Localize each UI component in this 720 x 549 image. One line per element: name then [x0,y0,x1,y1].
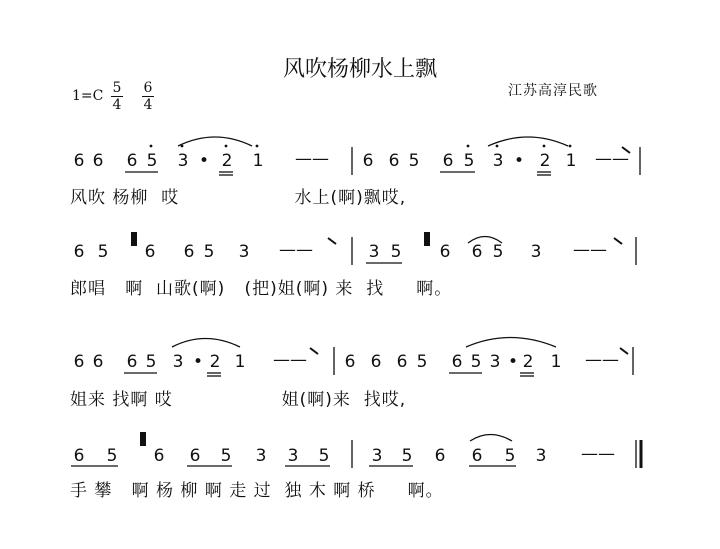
note: 5 [416,352,428,372]
note: 5 [220,446,232,466]
octave-dot [181,145,184,148]
note: 6 [396,352,408,372]
grace-note-mark [424,232,430,246]
grace-note-mark [131,232,137,246]
note: 6 [439,242,451,262]
note: 6 [126,151,138,171]
lyrics-line-1: 风吹 杨柳 哎 水上(啊)飘哎, [70,188,407,208]
note: 6 [362,151,374,171]
note: 3 [177,151,189,171]
note: 2 [221,151,233,171]
note: 5 [470,352,482,372]
octave-dot [467,145,470,148]
time-signature-top: 5 [112,80,122,96]
note: 3 [368,242,380,262]
time-signature-top: 6 [143,80,153,96]
slur [466,338,556,348]
note: 6 [73,151,85,171]
lyrics-line-4: 手 攀 啊 杨 柳 啊 走 过 独 木 啊 桥 啊。 [70,481,444,501]
dot: • [192,352,204,372]
note: 6 [388,151,400,171]
note: 6 [471,446,483,466]
ornament-mark [310,348,318,354]
lyrics-line-3: 姐来 找啊 哎 姐(啊)来 找哎, [70,390,407,410]
slur [178,137,252,146]
note: 3 [489,352,501,372]
note: 3 [371,446,383,466]
note: 3 [255,446,267,466]
note: 5 [97,242,109,262]
song-title: 风吹杨柳水上飘 [282,57,437,82]
octave-dot [569,145,572,148]
ornament-mark [328,238,336,244]
note: 6 [183,242,195,262]
note: 3 [535,446,547,466]
ornament-mark [614,238,622,244]
key-signature: 1=C [72,88,104,104]
slur [468,237,502,244]
dot: • [507,352,519,372]
note: 5 [492,242,504,262]
dash: —— [595,149,629,169]
note: 1 [565,151,577,171]
time-signature-bottom: 4 [112,97,122,113]
note: 6 [144,242,156,262]
note: 6 [153,446,165,466]
slur [172,339,240,348]
note: 1 [234,352,246,372]
note: 6 [471,242,483,262]
octave-dot [496,145,499,148]
dash: —— [573,240,607,260]
note: 2 [522,352,534,372]
note: 3 [238,242,250,262]
note: 6 [73,352,85,372]
note: 5 [401,446,413,466]
ornament-mark [620,348,628,354]
note: 1 [550,352,562,372]
note: 6 [126,352,138,372]
note: 1 [252,151,264,171]
slur [488,137,568,146]
note: 6 [451,352,463,372]
note: 5 [390,242,402,262]
note: 2 [209,352,221,372]
octave-dot [256,145,259,148]
time-signature-bottom: 4 [143,97,153,113]
note: 6 [370,352,382,372]
note: 3 [492,151,504,171]
slur [470,435,512,442]
note: 6 [92,151,104,171]
dash: —— [279,240,313,260]
note: 5 [318,446,330,466]
note: 5 [203,242,215,262]
note: 3 [287,446,299,466]
note: 6 [434,446,446,466]
dot: • [198,151,210,171]
dash: —— [581,444,615,464]
note: 6 [73,446,85,466]
note: 6 [189,446,201,466]
dot: • [513,151,525,171]
octave-dot [225,145,228,148]
note: 5 [146,151,158,171]
dash: —— [295,149,329,169]
note: 5 [504,446,516,466]
note: 5 [463,151,475,171]
note: 6 [442,151,454,171]
note: 5 [408,151,420,171]
octave-dot [543,145,546,148]
lyrics-line-2: 郎唱 啊 山歌(啊) (把)姐(啊) 来 找 啊。 [70,279,453,299]
grace-note-mark [140,432,146,446]
ornament-mark [622,147,630,153]
note: 5 [145,352,157,372]
dash: —— [273,350,307,370]
note: 6 [344,352,356,372]
note: 5 [106,446,118,466]
note: 6 [92,352,104,372]
song-origin: 江苏高淳民歌 [508,83,598,99]
note: 2 [539,151,551,171]
dash: —— [585,350,619,370]
note: 6 [73,242,85,262]
note: 3 [530,242,542,262]
note: 3 [172,352,184,372]
octave-dot [150,145,153,148]
